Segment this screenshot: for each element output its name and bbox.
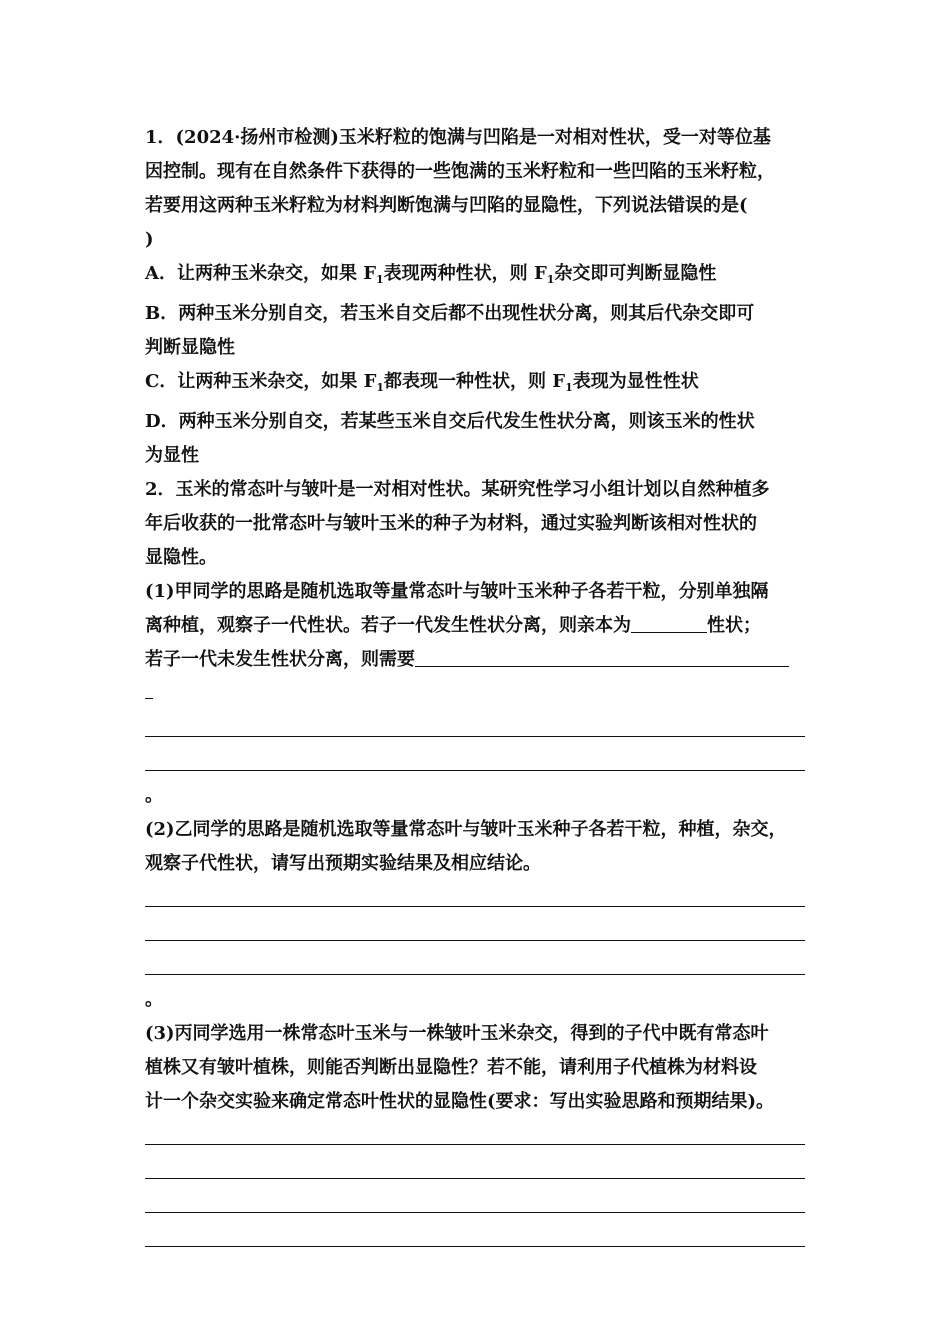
q1-stem-line-4: ) bbox=[145, 229, 154, 250]
q2-part3-line-1: (3)丙同学选用一株常态叶玉米与一株皱叶玉米杂交，得到的子代中既有常态叶 bbox=[145, 1023, 769, 1044]
q2-intro-line-1: 2．玉米的常态叶与皱叶是一对相对性状。某研究性学习小组计划以自然种植多 bbox=[145, 479, 770, 500]
answer-line[interactable] bbox=[145, 1187, 825, 1221]
period-mark: 。 bbox=[145, 785, 163, 806]
answer-blank-short[interactable] bbox=[145, 677, 825, 711]
answer-line[interactable] bbox=[145, 711, 825, 745]
q2-part1-line-1: (1)甲同学的思路是随机选取等量常态叶与皱叶玉米种子各若干粒，分别单独隔 bbox=[145, 581, 769, 602]
answer-line[interactable] bbox=[145, 1119, 825, 1153]
answer-blank-part1[interactable] bbox=[415, 646, 789, 667]
answer-line[interactable] bbox=[145, 745, 825, 779]
period-mark: 。 bbox=[145, 989, 163, 1010]
question-page bbox=[145, 121, 825, 1255]
q1-option-d-cont: 为显性 bbox=[145, 445, 199, 466]
q1-option-b[interactable]: B．两种玉米分别自交，若玉米自交后都不出现性状分离，则其后代杂交即可 bbox=[145, 303, 755, 324]
q2-part1-line-2: 离种植，观察子一代性状。若子一代发生性状分离，则亲本为 性状； bbox=[145, 609, 825, 643]
q2-part1-line-3: 若子一代未发生性状分离，则需要 bbox=[145, 643, 825, 677]
answer-line[interactable] bbox=[145, 881, 825, 915]
q2-part2-line-2: 观察子代性状，请写出预期实验结果及相应结论。 bbox=[145, 853, 541, 874]
q1-option-a[interactable]: A．让两种玉米杂交，如果 $F_1$表现两种性状，则 $F_1$杂交即可判断显隐性 bbox=[145, 263, 717, 286]
q2-part3-line-2: 植株又有皱叶植株，则能否判断出显隐性？若不能，请利用子代植株为材料设 bbox=[145, 1057, 757, 1078]
answer-blank-parent-trait[interactable] bbox=[631, 612, 707, 633]
q1-stem-line-3: 若要用这两种玉米籽粒为材料判断饱满与凹陷的显隐性，下列说法错误的是( bbox=[145, 195, 748, 216]
q1-option-d[interactable]: D．两种玉米分别自交，若某些玉米自交后代发生性状分离，则该玉米的性状 bbox=[145, 411, 755, 432]
answer-line[interactable] bbox=[145, 1153, 825, 1187]
q1-stem-line-1: 1．(2024·扬州市检测)玉米籽粒的饱满与凹陷是一对相对性状，受一对等位基 bbox=[145, 127, 771, 148]
answer-line[interactable] bbox=[145, 915, 825, 949]
q1-stem-line-2: 因控制。现有在自然条件下获得的一些饱满的玉米籽粒和一些凹陷的玉米籽粒， bbox=[145, 161, 775, 182]
q2-intro-line-3: 显隐性。 bbox=[145, 547, 217, 568]
answer-line[interactable] bbox=[145, 949, 825, 983]
q1-option-b-cont: 判断显隐性 bbox=[145, 337, 235, 358]
q2-intro-line-2: 年后收获的一批常态叶与皱叶玉米的种子为材料，通过实验判断该相对性状的 bbox=[145, 513, 757, 534]
q2-part2-line-1: (2)乙同学的思路是随机选取等量常态叶与皱叶玉米种子各若干粒，种植，杂交， bbox=[145, 819, 787, 840]
q2-part3-line-3: 计一个杂交实验来确定常态叶性状的显隐性(要求：写出实验思路和预期结果)。 bbox=[145, 1091, 775, 1112]
answer-line[interactable] bbox=[145, 1221, 825, 1255]
q1-option-c[interactable]: C．让两种玉米杂交，如果 $F_1$都表现一种性状，则 $F_1$表现为显性性状 bbox=[145, 371, 699, 394]
